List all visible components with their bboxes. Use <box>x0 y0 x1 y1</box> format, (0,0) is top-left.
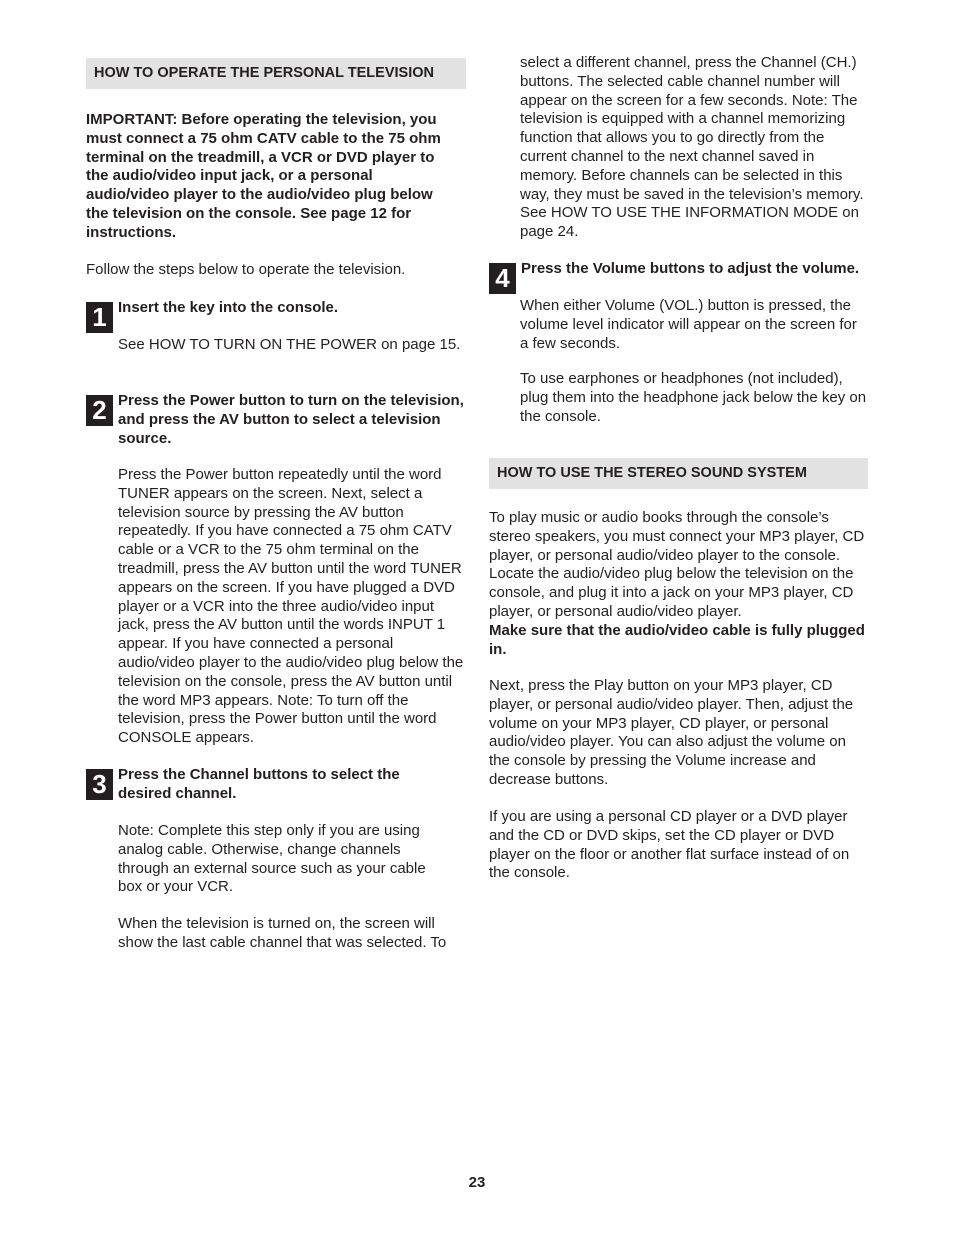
section-header-tv: HOW TO OPERATE THE PERSONAL TELEVISION <box>86 58 466 89</box>
stereo-paragraph-3: If you are using a personal CD player or a DVD player and the CD or DVD skips, set the CD player or DVD player on the floor or another flat surface instead of on the console. <box>489 808 850 882</box>
stereo-text: To play music or audio books through the console’s stereo speakers, you must connect your MP3 player, CD player, or personal audio/video player to the console. Locate the audio/video plug below the television on the console, and plug it into a jack on your MP3 player, CD player, or personal audio/video player. <box>489 509 865 620</box>
stereo-text-bold: Make sure that the audio/video cable is fully plugged in. <box>489 621 865 658</box>
intro-text: Follow the steps below to operate the television. <box>86 261 406 278</box>
step-heading: Insert the key into the console. <box>118 299 339 316</box>
step-3-continued: select a different channel, press the Channel (CH.) buttons. The selected cable channel number will appear on the screen for a few seconds. Note: The television is equipped with a channel memorizing function that allows you to go directly from the current channel to the next channel saved in memory. Before channels can be selected in this way, they must be saved in the television’s memory. See HOW TO USE THE INFORMATION MODE on page 24. <box>520 54 864 241</box>
step-heading: Press the Power button to turn on the television, and press the AV button to select a television source. <box>118 392 464 447</box>
step-number-badge: 4 <box>489 263 516 294</box>
step-number-badge: 3 <box>86 769 113 800</box>
step-body: Press the Power button repeatedly until the word TUNER appears on the screen. Next, select a television source by pressing the AV button repeatedly. If you have connected a 75 ohm CATV cable or a VCR to the 75 ohm terminal on the treadmill, press the AV button until the word TUNER appears on the screen. If you have plugged a DVD player or a VCR into the three audio/video input jack, press the AV button until the words INPUT 1 appear. If you have connected a personal audio/video player to the audio/video plug below the television on the console, press the AV button until the word MP3 appears. Note: To turn off the television, press the Power button until the word CONSOLE appears. <box>118 466 464 747</box>
step-number-badge: 1 <box>86 302 113 333</box>
section-stereo <box>489 458 868 489</box>
section-header-stereo: HOW TO USE THE STEREO SOUND SYSTEM <box>489 458 868 489</box>
step-heading: Press the Volume buttons to adjust the volume. <box>521 260 860 277</box>
step-body: Note: Complete this step only if you are using analog cable. Otherwise, change channels through an external source such as your cable box or your VCR. <box>118 822 426 896</box>
step-body: To use earphones or headphones (not included), plug them into the headphone jack below the key on the console. <box>520 370 867 425</box>
step-body: See HOW TO TURN ON THE POWER on page 15. <box>118 336 461 353</box>
stereo-paragraph-2: Next, press the Play button on your MP3 player, CD player, or personal audio/video player. Then, adjust the volume on your MP3 player, CD player, or personal audio/video player. You can also adjust the volume on the console by pressing the Volume increase and decrease buttons. <box>489 677 854 788</box>
step-number-badge: 2 <box>86 395 113 426</box>
stereo-paragraph-1 <box>489 509 865 659</box>
page-number: 23 <box>468 1174 486 1191</box>
left-column <box>86 58 466 89</box>
step-body: When either Volume (VOL.) button is pressed, the volume level indicator will appear on the screen for a few seconds. <box>520 297 857 352</box>
important-notice: IMPORTANT: Before operating the television, you must connect a 75 ohm CATV cable to the 75 ohm terminal on the treadmill, a VCR or DVD player to the audio/video input jack, or a personal audio/video player to the audio/video plug below the television on the console. See page 12 for instructions. <box>86 111 441 241</box>
step-heading: Press the Channel buttons to select the desired channel. <box>118 766 400 802</box>
step-body: When the television is turned on, the screen will show the last cable channel that was selected. To <box>118 915 447 951</box>
